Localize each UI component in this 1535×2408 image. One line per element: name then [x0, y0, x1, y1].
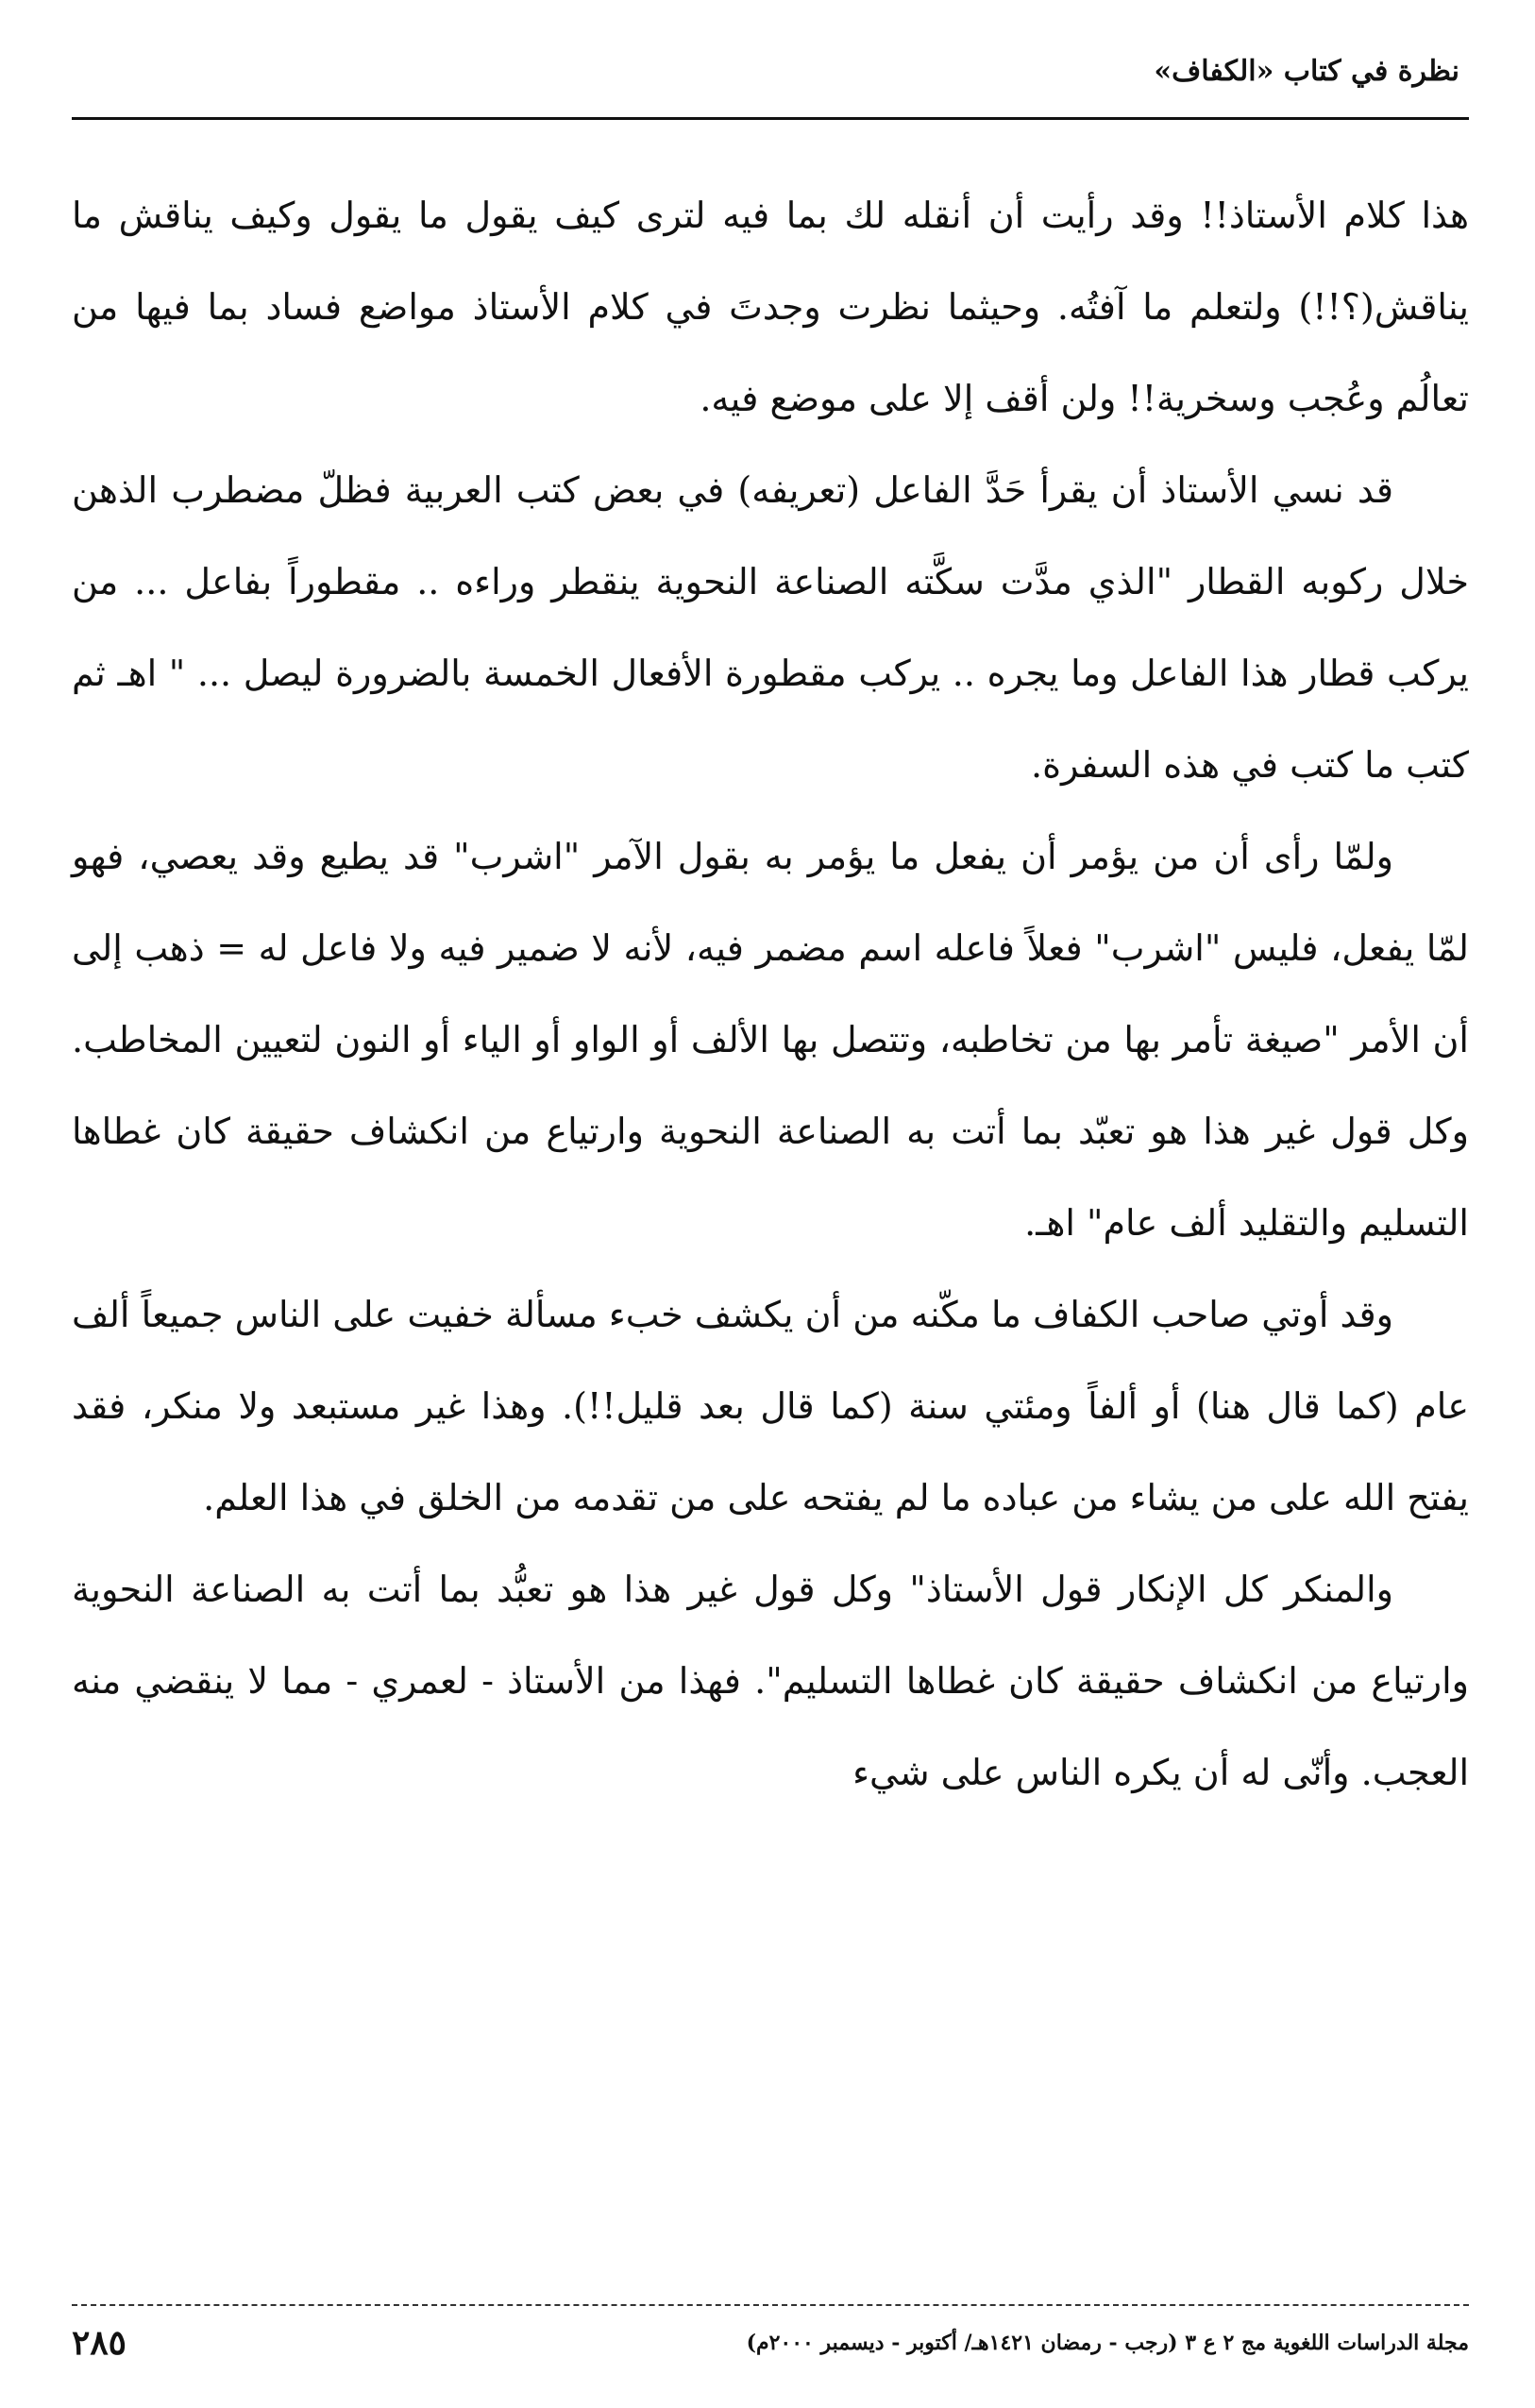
paragraph-1: هذا كلام الأستاذ!! وقد رأيت أن أنقله لك بما فيه لترى كيف يقول ما يقول وكيف يناقش ما يناقش(؟!!) ولتعلم ما آفتُه. وحيثما نظرت وجدتَ في كلام الأستاذ مواضع فساد بما فيها من تعالُم وعُجب وسخرية!! ولن أقف إلا على موضع فيه.: [72, 195, 1469, 419]
paragraph-4: وقد أوتي صاحب الكفاف ما مكّنه من أن يكشف خبء مسألة خفيت على الناس جميعاً ألف عام (كما قال هنا) أو ألفاً ومئتي سنة (كما قال بعد قليل!!). وهذا غير مستبعد ولا منكر، فقد يفتح الله على من يشاء من عباده ما لم يفتحه على من تقدمه من الخلق في هذا العلم.: [72, 1294, 1469, 1518]
paragraph-2: قد نسي الأستاذ أن يقرأ حَدَّ الفاعل (تعريفه) في بعض كتب العربية فظلّ مضطرب الذهن خلال ركوبه القطار "الذي مدَّت سكَّته الصناعة النحوية ينقطر وراءه .. مقطوراً بفاعل ... من يركب قطار هذا الفاعل وما يجره .. يركب مقطورة الأفعال الخمسة بالضرورة ليصل ... " اهـ ثم كتب ما كتب في هذه السفرة.: [72, 469, 1470, 786]
body-text: [72, 170, 1469, 1819]
footer-rule: [72, 2304, 1469, 2306]
running-title: نظرة في كتاب «الكفاف»: [1154, 55, 1459, 88]
page-number: ٢٨٥: [72, 2323, 127, 2363]
journal-citation: مجلة الدراسات اللغوية مج ٢ ع ٣ (رجب - رمضان ١٤٢١هـ/ أكتوبر - ديسمبر ٢٠٠٠م): [746, 2331, 1469, 2355]
page-footer: [72, 2323, 1469, 2363]
header-rule: [72, 117, 1469, 120]
paragraph-5: والمنكر كل الإنكار قول الأستاذ" وكل قول غير هذا هو تعبُّد بما أتت به الصناعة النحوية وارتياع من انكشاف حقيقة كان غطاها التسليم". فهذا من الأستاذ - لعمري - مما لا ينقضي منه العجب. وأنّى له أن يكره الناس على شيء: [72, 1569, 1469, 1793]
paragraph-3: ولمّا رأى أن من يؤمر أن يفعل ما يؤمر به بقول الآمر "اشرب" قد يطيع وقد يعصي، فهو لمّا يفعل، فليس "اشرب" فعلاً فاعله اسم مضمر فيه، لأنه لا ضمير فيه ولا فاعل له = ذهب إلى أن الأمر "صيغة تأمر بها من تخاطبه، وتتصل بها الألف أو الواو أو الياء أو النون لتعيين المخاطب. وكل قول غير هذا هو تعبّد بما أتت به الصناعة النحوية وارتياع من انكشاف حقيقة كان غطاها التسليم والتقليد ألف عام" اهـ.: [72, 836, 1469, 1244]
